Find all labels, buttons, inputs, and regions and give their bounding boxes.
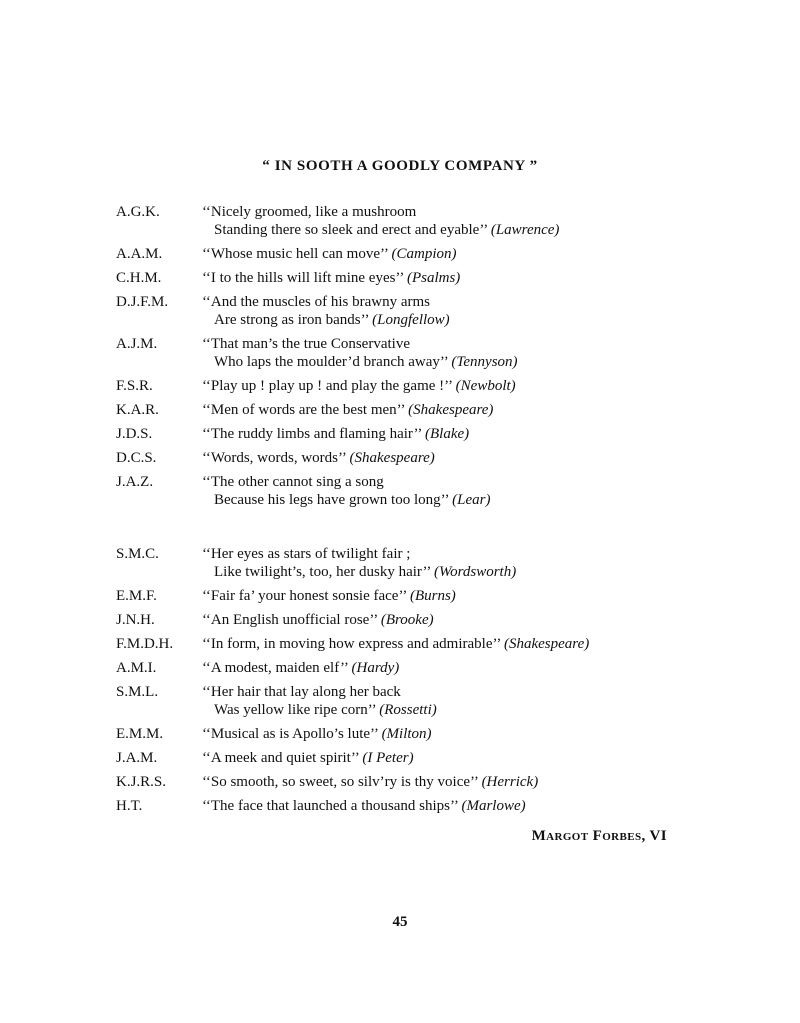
entry-initials: C.H.M. [116,270,162,286]
quote-author: (Shakespeare) [349,450,435,466]
quotation-entry [116,749,676,767]
quote-text: ‘‘That man’s the true Conservative [202,336,410,352]
page-number: 45 [392,914,408,930]
quotation-entry [116,797,676,815]
quote-author: (I Peter) [362,750,414,766]
quote-author: (Campion) [391,246,457,262]
entry-quote [202,377,676,395]
quotation-list-group-2 [116,545,676,821]
quote-text: ‘‘Words, words, words’’ [202,450,350,466]
entry-quote [202,425,676,443]
entry-initials: J.N.H. [116,612,155,628]
entry-quote [202,725,676,743]
quote-author: (Psalms) [406,270,461,286]
quotation-list-group-1 [116,203,676,515]
entry-quote [202,749,676,767]
quote-line [202,269,676,287]
quote-text: ‘‘Fair fa’ your honest sonsie face’’ [202,588,410,604]
quote-text: ‘‘And the muscles of his brawny arms [202,294,431,310]
quote-text: ‘‘The other cannot sing a song [202,474,384,490]
entry-quote [202,683,676,719]
entry-initials: A.A.M. [116,246,163,262]
quotation-entry [116,725,676,743]
entry-quote [202,203,676,239]
quote-author: (Shakespeare) [408,402,494,418]
quote-text: ‘‘Her eyes as stars of twilight fair ; [202,546,411,562]
quotation-entry [116,335,676,371]
entry-initials: E.M.F. [116,588,157,604]
quote-text: ‘‘Nicely groomed, like a mushroom [202,204,417,220]
entry-initials: K.J.R.S. [116,774,167,790]
quote-line [202,563,676,581]
entry-initials: J.A.Z. [116,474,154,490]
quote-line [202,221,676,239]
entry-quote [202,293,676,329]
entry-initials: K.A.R. [116,402,159,418]
quote-author: (Burns) [409,588,456,604]
entry-initials: D.J.F.M. [116,294,169,310]
quote-text: Like twilight’s, too, her dusky hair’’ [214,564,434,580]
quote-text: Standing there so sleek and erect and eyable’’ [214,222,491,238]
entry-initials: J.D.S. [116,426,153,442]
quote-line [202,683,676,701]
quotation-entry [116,425,676,443]
signature-name: Margot Forbes [531,828,642,844]
entry-initials: J.A.M. [116,750,158,766]
quote-line [202,491,676,509]
quote-author: (Milton) [381,726,432,742]
quote-author: (Lawrence) [490,222,560,238]
quotation-entry [116,293,676,329]
entry-quote [202,635,676,653]
entry-quote [202,269,676,287]
quote-text: ‘‘Whose music hell can move’’ [202,246,392,262]
quotation-entry [116,683,676,719]
quotation-entry [116,203,676,239]
entry-initials: F.M.D.H. [116,636,174,652]
entry-initials: A.G.K. [116,204,160,220]
quotation-entry [116,635,676,653]
quote-author: (Brooke) [380,612,434,628]
quote-text: Who laps the moulder’d branch away’’ [214,354,452,370]
quote-line [202,701,676,719]
entry-initials: A.M.I. [116,660,157,676]
quote-text: ‘‘The ruddy limbs and flaming hair’’ [202,426,425,442]
author-signature [532,828,667,845]
quote-line [202,335,676,353]
quotation-entry [116,473,676,509]
quote-line [202,635,676,653]
quote-line [202,725,676,743]
quote-text: ‘‘A modest, maiden elf’’ [202,660,352,676]
quote-text: ‘‘In form, in moving how express and admirable’’ [202,636,504,652]
entry-quote [202,473,676,509]
entry-initials: S.M.C. [116,546,159,562]
quotation-entry [116,611,676,629]
quote-line [202,401,676,419]
quote-line [202,773,676,791]
entry-initials: E.M.M. [116,726,164,742]
quote-line [202,353,676,371]
quote-line [202,797,676,815]
quote-text: Because his legs have grown too long’’ [214,492,453,508]
quote-text: Are strong as iron bands’’ [214,312,373,328]
quotation-entry [116,377,676,395]
quote-author: (Rossetti) [379,702,437,718]
quotation-entry [116,587,676,605]
quote-text: ‘‘I to the hills will lift mine eyes’’ [202,270,407,286]
quote-line [202,311,676,329]
entry-quote [202,245,676,263]
quote-author: (Newbolt) [455,378,516,394]
quote-author: (Shakespeare) [504,636,590,652]
entry-quote [202,449,676,467]
quote-text: ‘‘Men of words are the best men’’ [202,402,409,418]
quote-text: ‘‘So smooth, so sweet, so silv’ry is thy voice’’ [202,774,482,790]
quote-text: ‘‘Play up ! play up ! and play the game !’’ [202,378,456,394]
quote-line [202,203,676,221]
quote-author: (Wordsworth) [433,564,517,580]
quotation-entry [116,659,676,677]
poem-title: “ IN SOOTH A GOODLY COMPANY ” [262,158,538,174]
quote-author: (Longfellow) [372,312,450,328]
signature-form: , VI [641,828,667,844]
entry-quote [202,659,676,677]
quotation-entry [116,449,676,467]
entry-initials: H.T. [116,798,143,814]
entry-quote [202,401,676,419]
entry-initials: S.M.L. [116,684,159,700]
quotation-entry [116,773,676,791]
entry-initials: F.S.R. [116,378,153,394]
quote-line [202,293,676,311]
quote-text: ‘‘An English unofficial rose’’ [202,612,381,628]
quote-line [202,611,676,629]
quote-line [202,749,676,767]
quote-text: ‘‘The face that launched a thousand ships’’ [202,798,462,814]
quote-author: (Herrick) [481,774,539,790]
entry-initials: D.C.S. [116,450,157,466]
quote-author: (Lear) [452,492,491,508]
quote-text: ‘‘Her hair that lay along her back [202,684,401,700]
quote-line [202,377,676,395]
entry-quote [202,335,676,371]
quote-line [202,245,676,263]
quote-author: (Marlowe) [461,798,526,814]
entry-initials: A.J.M. [116,336,158,352]
quote-line [202,587,676,605]
quote-text: ‘‘Musical as is Apollo’s lute’’ [202,726,382,742]
quote-author: (Hardy) [351,660,400,676]
quote-line [202,659,676,677]
quotation-entry [116,401,676,419]
entry-quote [202,611,676,629]
entry-quote [202,545,676,581]
quote-line [202,449,676,467]
quote-author: (Blake) [425,426,470,442]
quotation-entry [116,245,676,263]
entry-quote [202,797,676,815]
quotation-entry [116,269,676,287]
quote-text: Was yellow like ripe corn’’ [214,702,380,718]
quote-line [202,425,676,443]
entry-quote [202,587,676,605]
quotation-entry [116,545,676,581]
quote-line [202,473,676,491]
quote-line [202,545,676,563]
quote-author: (Tennyson) [451,354,518,370]
quote-text: ‘‘A meek and quiet spirit’’ [202,750,363,766]
entry-quote [202,773,676,791]
